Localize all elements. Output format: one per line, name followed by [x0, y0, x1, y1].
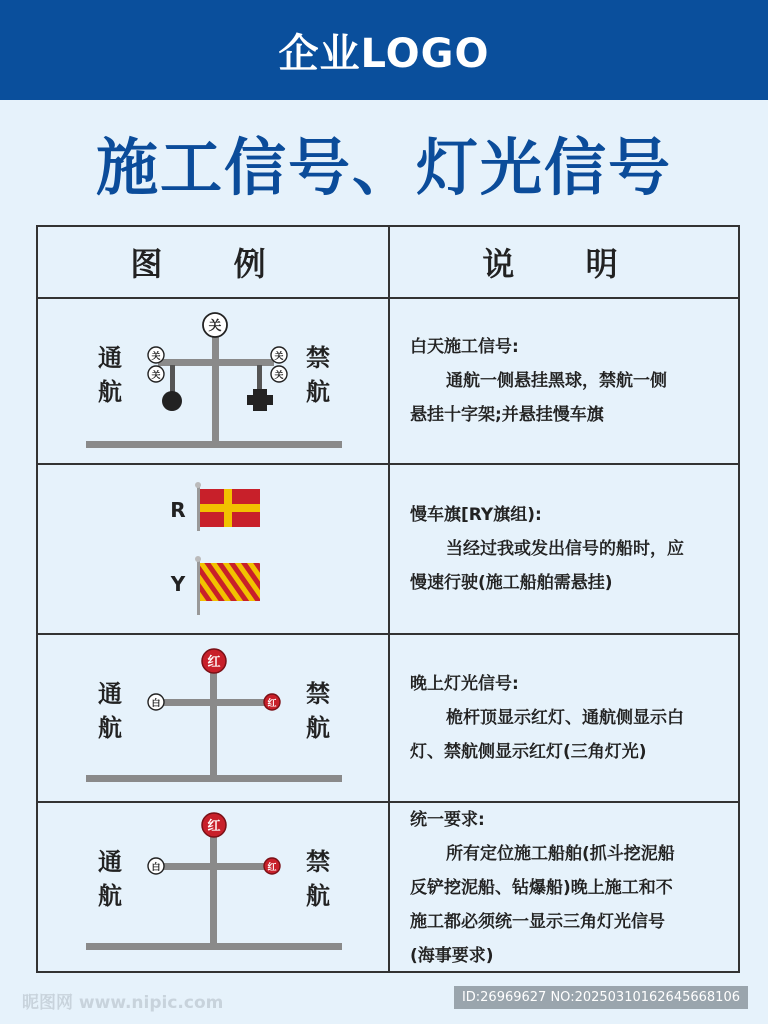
description-title: 白天施工信号:: [410, 337, 519, 357]
red-light-text: 红: [207, 655, 221, 670]
flag-pole: [197, 559, 200, 615]
black-ball-icon: [162, 391, 182, 411]
night-light-diagram: [38, 635, 388, 801]
description-title: 统一要求:: [410, 810, 485, 830]
watermark-text: 昵图网 www.nipic.com: [22, 993, 224, 1013]
footer: [0, 980, 768, 1024]
white-light-text: 白: [151, 863, 161, 873]
red-light-text: 红: [267, 863, 277, 873]
description-line: 桅杆顶显示红灯、通航侧显示白: [446, 708, 684, 728]
off-mark-text: 关: [274, 371, 284, 381]
y-flag-icon: [200, 563, 260, 601]
column-header-description: 说 明: [482, 245, 648, 283]
navigable-side-label: 通 航: [98, 680, 122, 742]
off-mark-text: 关: [151, 371, 161, 381]
legend-cell-day-signal: [38, 299, 388, 463]
logo-text: 企业LOGO: [278, 30, 490, 77]
description-cell-slow-flags: [390, 465, 740, 633]
restricted-side-label: 禁 航: [306, 344, 330, 406]
navigable-side-label: 通 航: [98, 344, 122, 406]
flag-pole: [197, 485, 200, 531]
yardarm: [158, 699, 270, 706]
description-line: 施工都必须统一显示三角灯光信号: [410, 912, 665, 932]
unified-light-diagram: [38, 803, 388, 973]
mast: [212, 337, 219, 445]
yardarm: [158, 359, 274, 366]
description-title: 慢车旗[RY旗组):: [410, 505, 542, 525]
description-line: 所有定位施工船舶(抓斗挖泥船: [446, 844, 675, 864]
flag-r-label: R: [170, 498, 186, 522]
description-line: 通航一侧悬挂黑球，禁航一侧: [446, 371, 667, 391]
legend-cell-unified-requirement: [38, 803, 388, 973]
description-line: 悬挂十字架;并悬挂慢车旗: [410, 405, 604, 425]
flag-pole-cap: [195, 556, 201, 562]
flag-y-label: Y: [170, 572, 186, 596]
description-line: 反铲挖泥船、钻爆船)晚上施工和不: [410, 878, 673, 898]
red-light-text: 红: [267, 699, 277, 709]
description-line: 灯、禁航侧显示红灯(三角灯光): [410, 742, 647, 762]
day-signal-diagram: [38, 299, 388, 463]
column-header-legend: 图 例: [130, 245, 296, 283]
description-line: (海事要求): [410, 946, 494, 966]
flag-pole-cap: [195, 482, 201, 488]
logo-header: [0, 0, 768, 100]
mast: [210, 669, 217, 779]
description-line: 当经过我或发出信号的船时，应: [446, 539, 684, 559]
red-light-text: 红: [207, 819, 221, 834]
description-line: 慢速行驶(施工船舶需悬挂): [410, 573, 613, 593]
off-mark-text: 关: [208, 319, 222, 334]
signal-table: [36, 225, 740, 973]
restricted-side-label: 禁 航: [306, 680, 330, 742]
cross-shape-icon: [247, 389, 273, 411]
description-cell-night-lights: [390, 635, 740, 801]
description-title: 晚上灯光信号:: [410, 674, 519, 694]
off-mark-text: 关: [151, 352, 161, 362]
page-title: 施工信号、灯光信号: [95, 131, 672, 204]
navigable-side-label: 通 航: [98, 848, 122, 910]
slow-flags-diagram: [38, 465, 388, 633]
legend-cell-night-lights: [38, 635, 388, 801]
description-cell-day-signal: [390, 299, 740, 463]
white-light-text: 白: [151, 699, 161, 709]
mast: [210, 837, 217, 947]
image-id-badge: ID:26969627 NO:20250310162645668106: [454, 986, 748, 1009]
yardarm: [158, 863, 270, 870]
legend-cell-slow-flags: [38, 465, 388, 633]
r-flag-cross-horizontal: [200, 504, 260, 512]
cross-line: [257, 365, 262, 389]
off-mark-text: 关: [274, 352, 284, 362]
ball-line: [170, 365, 175, 395]
restricted-side-label: 禁 航: [306, 848, 330, 910]
description-cell-unified-requirement: [390, 803, 740, 973]
